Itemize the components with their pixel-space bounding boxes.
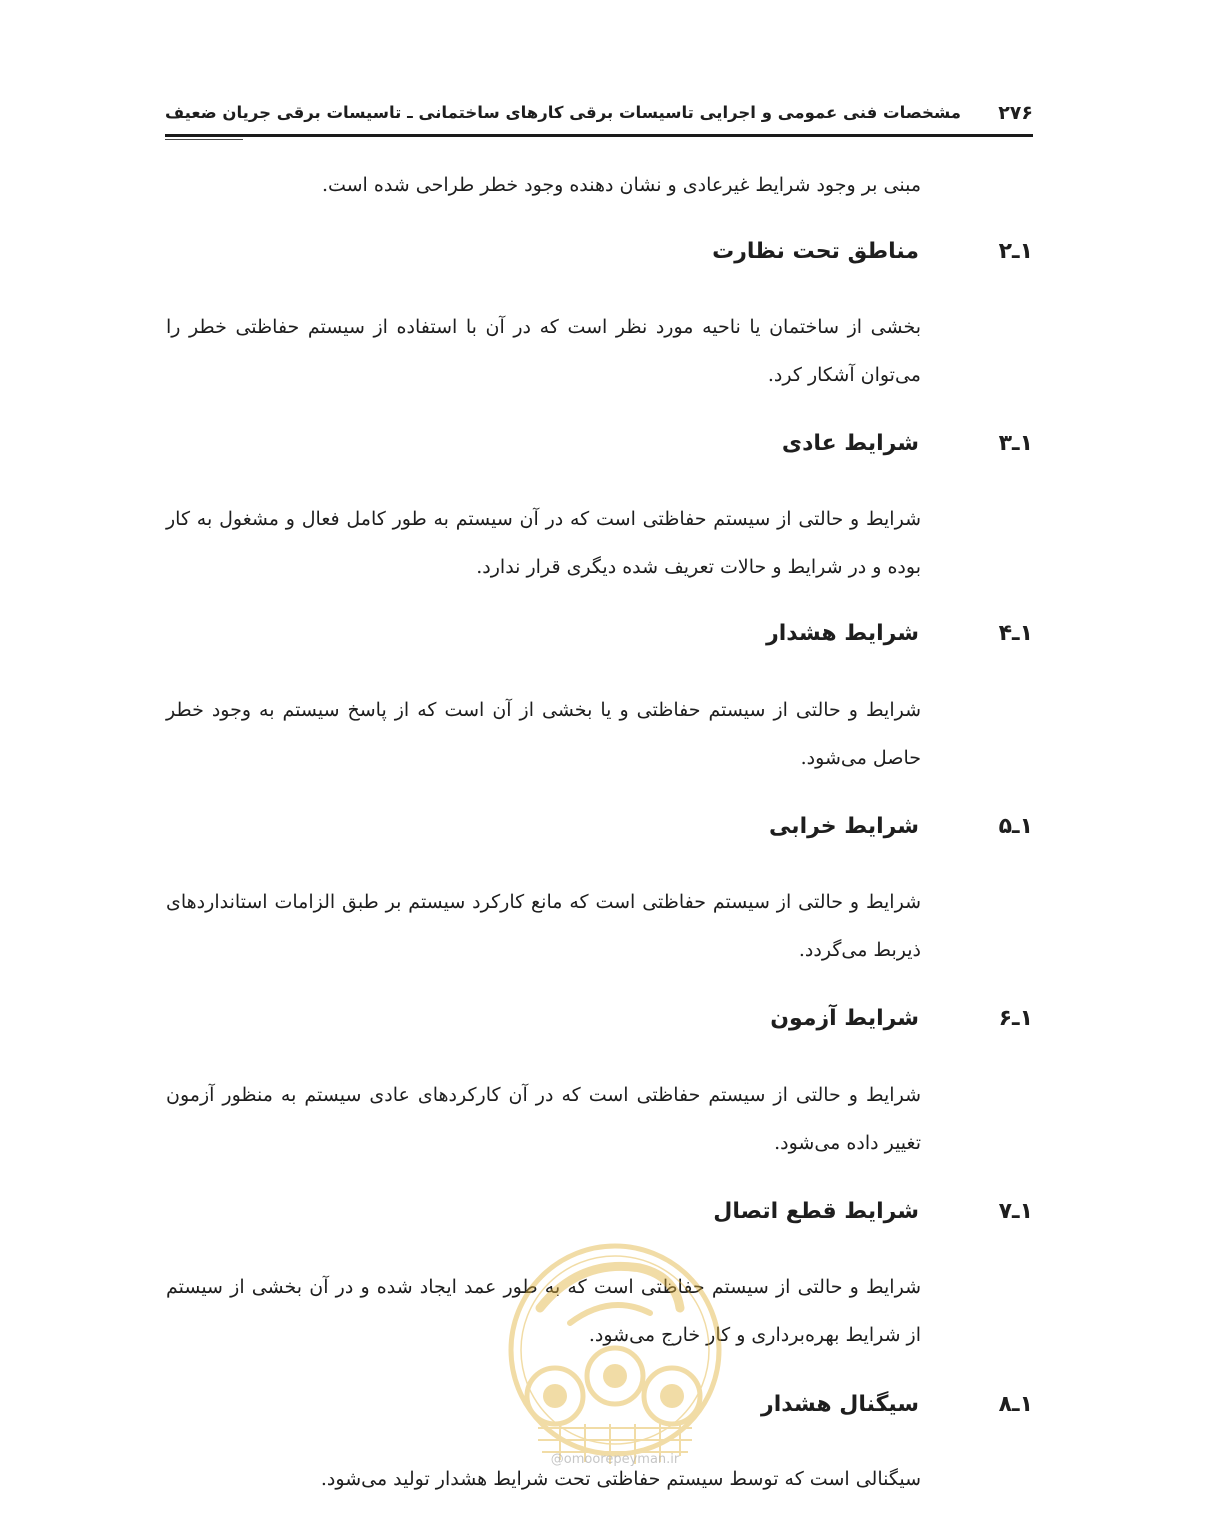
section-body: شرایط و حالتی از سیستم حفاظتی و یا بخشی از آن است که از پاسخ سیستم به وجود خطر حاصل می‌شود. bbox=[166, 699, 921, 769]
section-title: شرایط عادی bbox=[781, 431, 919, 456]
section-title: شرایط آزمون bbox=[770, 1006, 919, 1031]
header-rule bbox=[165, 134, 1033, 137]
page-header bbox=[165, 96, 1033, 130]
section-number: ۱ـ۸ bbox=[998, 1392, 1033, 1417]
section-title: شرایط قطع اتصال bbox=[713, 1199, 919, 1224]
header-rule-accent bbox=[165, 139, 243, 140]
running-title: مشخصات فنی عمومی و اجرایی تاسیسات برقی کارهای ساختمانی ـ تاسیسات برقی جریان ضعیف bbox=[165, 103, 961, 122]
section-heading bbox=[165, 424, 1033, 464]
section-number: ۱ـ۶ bbox=[998, 1006, 1033, 1031]
section-number: ۱ـ۲ bbox=[998, 239, 1033, 264]
section-body: سیگنالی است که توسط سیستم حفاظتی تحت شرایط هشدار تولید می‌شود. bbox=[320, 1468, 921, 1490]
watermark-url: @omoorepeyman.ir bbox=[550, 1452, 680, 1467]
section-body: شرایط و حالتی از سیستم حفاظتی است که در آن سیستم به طور کامل فعال و مشغول به کار بوده و در شرایط و حالات تعریف شده دیگری قرار ندارد. bbox=[166, 508, 921, 578]
section-body: بخشی از ساختمان یا ناحیه مورد نظر است که در آن با استفاده از سیستم حفاظتی خطر را می‌توان آشکار کرد. bbox=[166, 316, 921, 386]
section-heading bbox=[165, 232, 1033, 272]
section-heading bbox=[165, 614, 1033, 654]
section-number: ۱ـ۴ bbox=[998, 621, 1033, 646]
section-number: ۱ـ۳ bbox=[998, 431, 1033, 456]
section-title: سیگنال هشدار bbox=[761, 1392, 919, 1417]
section-number: ۱ـ۵ bbox=[998, 814, 1033, 839]
section-title: مناطق تحت نظارت bbox=[712, 239, 919, 264]
section-heading bbox=[165, 1385, 1033, 1425]
section-body: شرایط و حالتی از سیستم حفاظتی است که مانع کارکرد سیستم بر طبق الزامات استانداردهای ذیربط می‌گردد. bbox=[166, 891, 921, 961]
section-title: شرایط هشدار bbox=[766, 621, 919, 646]
page-number: ۲۷۶ bbox=[998, 102, 1033, 124]
section-heading bbox=[165, 807, 1033, 847]
intro-paragraph: مبنی بر وجود شرایط غیرعادی و نشان دهنده وجود خطر طراحی شده است. bbox=[321, 174, 921, 196]
section-number: ۱ـ۷ bbox=[998, 1199, 1033, 1224]
section-body: شرایط و حالتی از سیستم حفاظتی است که در آن کارکردهای عادی سیستم به منظور آزمون تغییر داده می‌شود. bbox=[166, 1084, 921, 1154]
section-body: شرایط و حالتی از سیستم حفاظتی است که به طور عمد ایجاد شده و در آن بخشی از سیستم از شرایط بهره‌برداری و کار خارج می‌شود. bbox=[166, 1276, 921, 1346]
section-heading bbox=[165, 1192, 1033, 1232]
section-title: شرایط خرابی bbox=[769, 814, 919, 839]
section-heading bbox=[165, 999, 1033, 1039]
